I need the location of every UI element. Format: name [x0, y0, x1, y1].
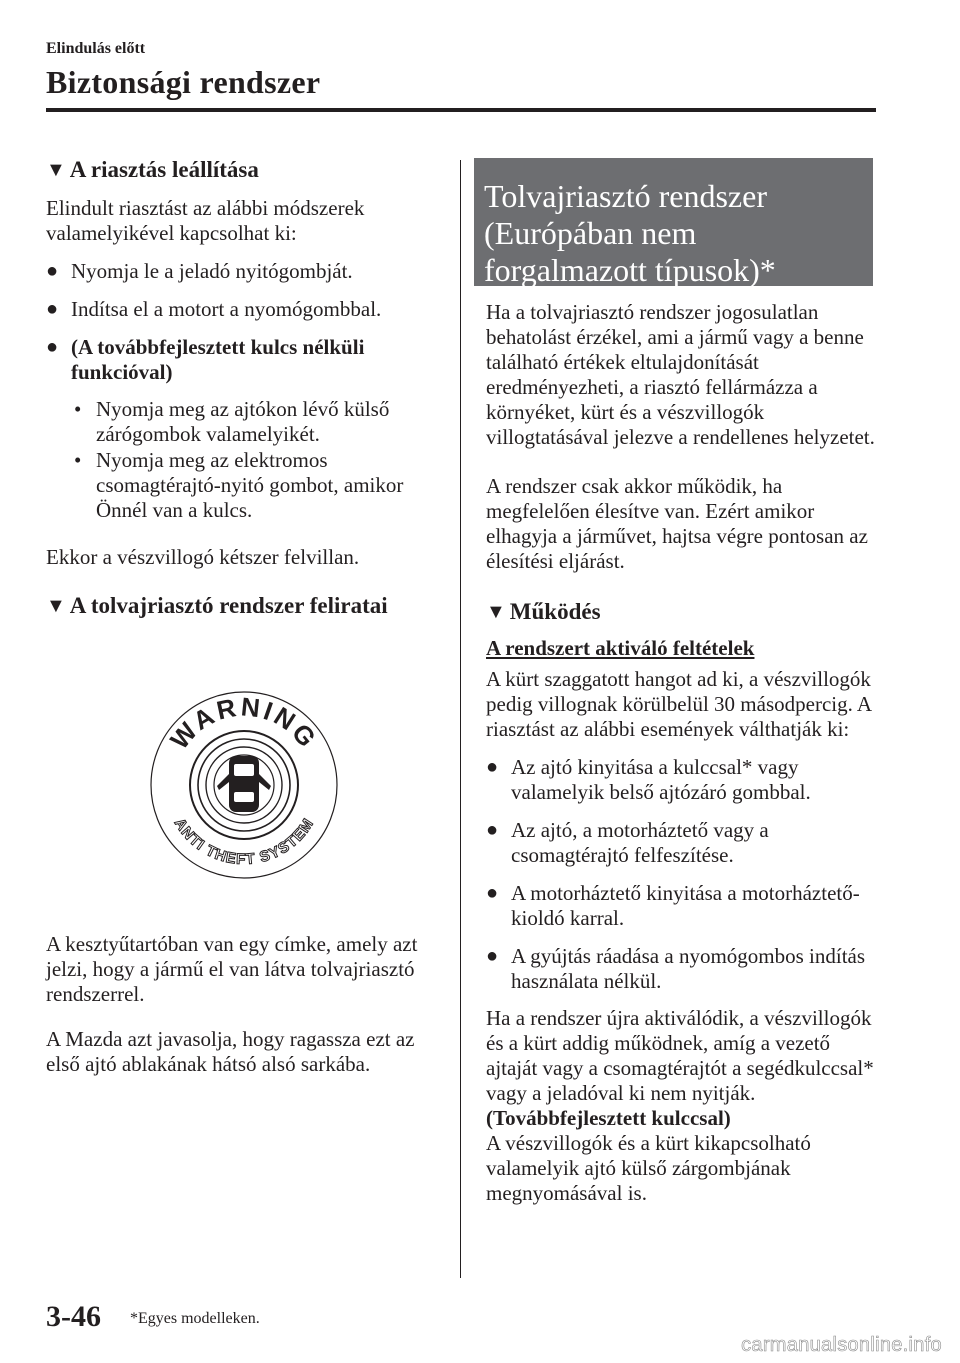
bullet-icon: ● — [486, 882, 499, 904]
list-item — [46, 259, 441, 284]
page-number: 3-46 — [46, 1300, 101, 1333]
paragraph: A kürt szaggatott hangot ad ki, a vészvillogók pedig villognak körülbelül 30 másodpercig. A riasztást az alábbi események válthatják ki: — [486, 667, 871, 741]
heading-labels — [46, 592, 441, 620]
paragraph: Ha a rendszer újra aktiválódik, a vészvillogók és a kürt addig működnek, amíg a vezető ajtaját vagy a csomagtérajtót a segédkulccsal* vagy a jeladóval ki nem nyitják. — [486, 1006, 874, 1105]
right-column — [486, 158, 881, 1206]
triangle-icon: ▼ — [46, 159, 66, 181]
paragraph: A Mazda azt javasolja, hogy ragassza ezt az első ajtó ablakának hátsó alsó sarkába. — [46, 1027, 415, 1076]
paragraph: A vészvillogók és a kürt kikapcsolható valamelyik ajtó külső zárgombjának megnyomásával is. — [486, 1131, 811, 1205]
sub-bullet-icon: • — [74, 448, 82, 472]
bullet-icon: ● — [486, 756, 499, 778]
triangle-icon: ▼ — [46, 595, 66, 617]
paragraph-bold: (Továbbfejlesztett kulccsal) — [486, 1106, 731, 1130]
sub-list-item — [71, 448, 441, 523]
list-item-text: Az ajtó kinyitása a kulccsal* vagy valamelyik belső ajtózáró gombbal. — [511, 755, 811, 804]
sub-bullet-icon: • — [74, 397, 82, 421]
sub-list-item-text: Nyomja meg az ajtókon lévő külső zárógombok valamelyikét. — [96, 397, 390, 446]
list-item — [46, 297, 441, 322]
warning-text: WARNING — [163, 691, 324, 755]
heading-alarm-stop-text: A riasztás leállítása — [69, 157, 259, 182]
footnote: *Egyes modelleken. — [130, 1310, 260, 1327]
header-rule — [46, 108, 876, 112]
list-item — [486, 755, 881, 805]
warning-label-figure — [46, 690, 441, 880]
heading-labels-text: A tolvajriasztó rendszer feliratai — [69, 593, 388, 618]
underline-heading: A rendszert aktiváló feltételek — [486, 636, 755, 660]
list-item-text: (A továbbfejlesztett kulcs nélküli funkcióval) — [71, 335, 365, 384]
list-item — [486, 944, 881, 994]
list-item-text: Az ajtó, a motorháztető vagy a csomagtérajtó felfeszítése. — [511, 818, 769, 867]
bullet-icon: ● — [486, 819, 499, 841]
paragraph: Elindult riasztást az alábbi módszerek valamelyikével kapcsolhat ki: — [46, 196, 365, 245]
column-divider — [460, 160, 461, 1278]
paragraph: A kesztyűtartóban van egy címke, amely azt jelzi, hogy a jármű el van látva tolvajriasztó rendszerrel. — [46, 932, 418, 1006]
bullet-icon: ● — [46, 298, 59, 320]
paragraph: Ha a tolvajriasztó rendszer jogosulatlan behatolást érzékel, ami a jármű vagy a benne található értékek eltulajdonítását eredményezheti, a riasztó fellármázza a környéket, kürt és a vészvillogók villogtatásával jelezve a rendellenes helyzetet. — [486, 300, 875, 449]
bullet-icon: ● — [46, 336, 59, 358]
list-item-text: Nyomja le a jeladó nyitógombját. — [71, 259, 353, 283]
list-item — [46, 335, 441, 385]
triangle-icon: ▼ — [486, 601, 506, 623]
list-item-text: Indítsa el a motort a nyomógombbal. — [71, 297, 382, 321]
section-title-box: Tolvajriasztó rendszer (Európában nem forgalmazott típusok)* — [474, 158, 873, 286]
car-icon — [217, 756, 271, 812]
page-title: Biztonsági rendszer — [46, 64, 321, 100]
list-item-text: A motorháztető kinyitása a motorháztető-kioldó karral. — [511, 881, 860, 930]
heading-alarm-stop — [46, 156, 441, 184]
list-item — [486, 881, 881, 931]
list-item-text: A gyújtás ráadása a nyomógombos indítás használata nélkül. — [511, 944, 866, 993]
watermark: carmanualsonline.info — [741, 1334, 942, 1356]
list-item — [486, 818, 881, 868]
heading-operation — [486, 598, 881, 626]
bullet-icon: ● — [46, 260, 59, 282]
left-column — [46, 150, 441, 1077]
anti-theft-label-icon — [149, 690, 339, 880]
sub-list-item — [71, 397, 441, 447]
chapter-label: Elindulás előtt — [46, 40, 146, 57]
sub-list-item-text: Nyomja meg az elektromos csomagtérajtó-nyitó gombot, amikor Önnél van a kulcs. — [96, 448, 404, 522]
heading-operation-text: Működés — [509, 599, 601, 624]
bullet-icon: ● — [486, 945, 499, 967]
paragraph: Ekkor a vészvillogó kétszer felvillan. — [46, 545, 360, 569]
paragraph: A rendszer csak akkor működik, ha megfelelően élesítve van. Ezért amikor elhagyja a járművet, hajtsa végre pontosan az élesítési eljárást. — [486, 474, 868, 573]
anti-theft-text: ANTI THEFT SYSTEM — [170, 815, 317, 869]
